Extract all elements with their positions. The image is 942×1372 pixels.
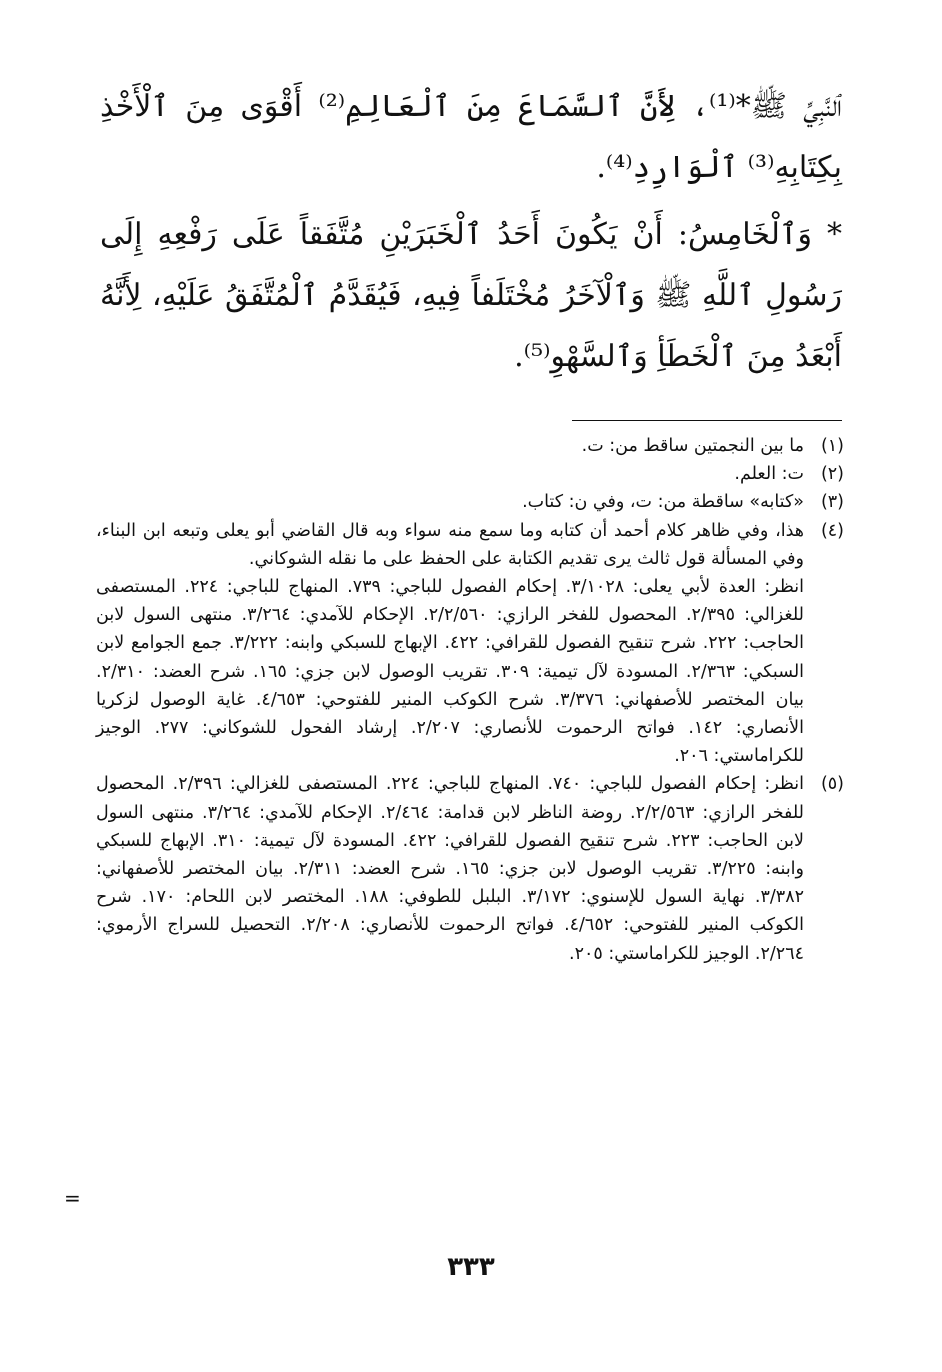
footnote — [96, 432, 844, 460]
main-paragraph-1: ٱلنَّبِيِّ ﷺ*⁽¹⁾، لِأَنَّ ٱلسَّمَاعَ مِنَ ٱلْعَالِمِ⁽²⁾ أَقْوَى مِنَ ٱلْأَخْذِ بِكِتَابِهِ⁽³⁾ ٱلْوَارِدِ⁽⁴⁾. — [100, 89, 842, 185]
footnote-number: (١) — [820, 436, 844, 456]
footnote-number: (٣) — [820, 492, 844, 513]
footnote — [96, 770, 844, 967]
footnote-references: انظر: العدة لأبي يعلى: ٣/١٠٢٨. إحكام الفصول للباجي: ٧٣٩. المنهاج للباجي: ٢٢٤. المستصفى للغزالي: ٢/٣٩٥. المحصول للفخر الرازي: ٢/٢/٥٦٠. الإحكام للآمدي: ٣/٢٦٤. منتهى السول لابن الحاجب: ٢٢٢. شرح تنقيح الفصول للقرافي: ٤٢٢. الإبهاج للسبكي وابنه: ٣/٢٢٢. جمع الجوامع لابن السبكي: ٢/٣٦٣. المسودة لآل تيمية: ٣٠٩. تقريب الوصول لابن جزي: ١٦٥. شرح العضد: ٢/٣١٠. بيان المختصر للأصفهاني: ٣/٣٧٦. شرح الكوكب المنير للفتوحي: ٤/٦٥٣. غاية الوصول لزكريا الأنصاري: ١٤٢. فواتح الرحموت للأنصاري: ٢/٢٠٧. إرشاد الفحول للشوكاني: ٢٧٧. الوجيز للكراماستي: ٢٠٦. — [96, 577, 805, 767]
footnote-text: انظر: إحكام الفصول للباجي: ٧٤٠. المنهاج للباجي: ٢٢٤. المستصفى للغزالي: ٢/٣٩٦. المحصول للفخر الرازي: ٢/٢/٥٦٣. روضة الناظر لابن قدامة: ٢/٤٦٤. الإحكام للآمدي: ٣/٢٦٤. منتهى السول لابن الحاجب: ٢٢٣. شرح تنقيح الفصول للقرافي: ٤٢٢. المسودة لآل تيمية: ٣١٠. الإبهاج للسبكي وابنه: ٣/٢٢٥. تقريب الوصول لابن جزي: ١٦٥. شرح العضد: ٢/٣١١. بيان المختصر للأصفهاني: ٣/٣٨٢. نهاية السول للإسنوي: ٣/١٧٢. البلبل للطوفي: ١٨٨. المختصر لابن اللحام: ١٧٠. شرح الكوكب المنير للفتوحي: ٤/٦٥٢. فواتح الرحموت للأنصاري: ٢/٢٠٨. التحصيل للسراج الأرموي: ٢/٢٦٤. الوجيز للكراماستي: ٢٠٥. — [96, 774, 805, 964]
page-number: ٣٣٣ — [447, 1252, 495, 1282]
footnote-separator — [572, 420, 842, 421]
footnote-body — [96, 517, 804, 771]
footnote-number: (٤) — [820, 520, 844, 541]
footnote — [96, 460, 844, 488]
footnotes — [96, 432, 844, 968]
footnote — [96, 517, 844, 771]
main-text — [100, 76, 842, 387]
main-paragraph-2: * وَٱلْخَامِسُ: أَنْ يَكُونَ أَحَدُ ٱلْخَبَرَيْنِ مُتَّفَقاً عَلَى رَفْعِهِ إِلَى رَسُولِ ٱللَّهِ ﷺ وَٱلْآخَرُ مُخْتَلَفاً فِيهِ، فَيُقَدَّمُ ٱلْمُتَّفَقُ عَلَيْهِ، لِأَنَّهُ أَبْعَدُ مِنَ ٱلْخَطَأِ وَٱلسَّهْوِ⁽⁵⁾. — [100, 217, 842, 374]
footnote-text: ت: العلم. — [734, 464, 804, 485]
footnote — [96, 488, 844, 516]
footnote-number: (٢) — [820, 464, 844, 485]
footnote-text: «كتابه» ساقطة من: ت، وفي ن: كتاب. — [522, 492, 804, 513]
footnote-text: ما بين النجمتين ساقط من: ت. — [581, 436, 804, 456]
continuation-mark: = — [64, 1186, 81, 1210]
footnote-text: هذا، وفي ظاهر كلام أحمد أن كتابه وما سمع منه سواء وبه قال القاضي أبو يعلى وتبعه ابن البناء، وفي المسألة قول ثالث يرى تقديم الكتابة على الحفظ على ما نقله الشوكاني. — [96, 520, 804, 569]
footnote-number: (٥) — [820, 774, 844, 795]
